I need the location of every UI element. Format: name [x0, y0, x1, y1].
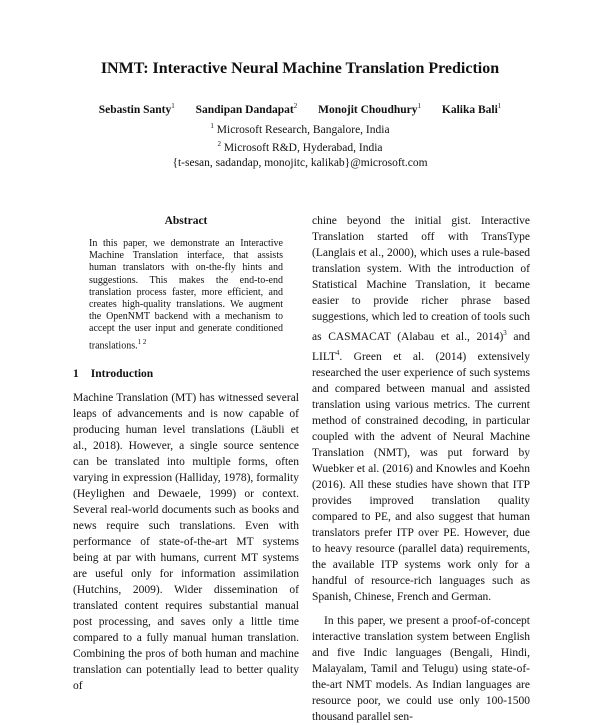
- author: Sebastin Santy$^1$: [98, 102, 175, 116]
- author: Sandipan Dandapat$^2$: [195, 102, 298, 116]
- left-column: [73, 213, 299, 694]
- right-column: [312, 213, 530, 725]
- intro-paragraph: In this paper, we present a proof-of-concept interactive translation system between English and five Indic languages (Bengali, Hindi, Malayalam, Tamil and Telugu) using state-of-the-art NMT models. As Indian languages are resource poor, we could use only 100-1500 thousand parallel sen-: [312, 614, 530, 723]
- abstract-text: In this paper, we demonstrate an Interactive Machine Translation interface, that assists human translators with on-the-fly hints and suggestions. This makes the end-to-end translation process faster, more efficient, and creates high-quality translations. We augment the OpenNMT backend with a mechanism to accept the user input and generate conditioned translations.$^{1 2}$: [89, 238, 283, 351]
- author-list: [0, 102, 600, 116]
- author: Monojit Choudhury$^1$: [318, 102, 421, 116]
- intro-paragraph: Machine Translation (MT) has witnessed several leaps of advancements and is now capable of producing human level translations (Läubli et al., 2018). However, a single source sentence can be translated into multiple forms, often varying in expression (Halliday, 1978), formality (Heylighen and Dewaele, 1999) or context. Several real-world documents such as books and news require such translations. Even with performance of state-of-the-art MT systems being at par with humans, current MT systems are useful only for information assimilation (Hutchins, 2009). Wider dissemination of translated content requires substantial manual post processing, and saves only a little time compared to a fully manual human translation. Combining the pros of both human and machine translation can potentially lead to better quality of: [73, 392, 299, 693]
- intro-paragraph-continued: chine beyond the initial gist. Interactive Translation started off with TransType (Langlais et al., 2000), which uses a rule-based translation system. With the introduction of Statistical Machine Translation, it became easier to provide richer phrase based suggestions, which led to creation of tools such as CASMACAT (Alabau et al., 2014)$^3$ and LILT$^4$. Green et al. (2014) extensively researched the user experience of such systems and compared between manual and assisted translation using various metrics. The current method of constrained decoding, in particular coupled with the advent of Neural Machine Translation (NMT), was put forward by Wuebker et al. (2016) and Knowles and Koehn (2016). All these studies have shown that ITP provides improved translation quality compared to PE, and also suggest that human translators prefer ITP over PE. However, due to heavy resource (parallel data) requirements, the available ITP systems work only for a handful of resource-rich languages such as Spanish, Chinese, French and German.: [312, 215, 530, 603]
- paper-title: INMT: Interactive Neural Machine Translation Prediction: [100, 60, 500, 77]
- author-emails: {t-sesan, sadandap, monojitc, kalikab}@microsoft.com: [172, 156, 428, 169]
- author: Kalika Bali$^1$: [441, 102, 502, 116]
- affiliation: $^1$ Microsoft Research, Bangalore, India: [210, 122, 390, 136]
- section-heading: 1 Introduction: [73, 368, 154, 381]
- affiliation: $^2$ Microsoft R&D, Hyderabad, India: [217, 140, 383, 155]
- affiliations: [0, 119, 600, 170]
- abstract-heading: Abstract: [164, 215, 208, 227]
